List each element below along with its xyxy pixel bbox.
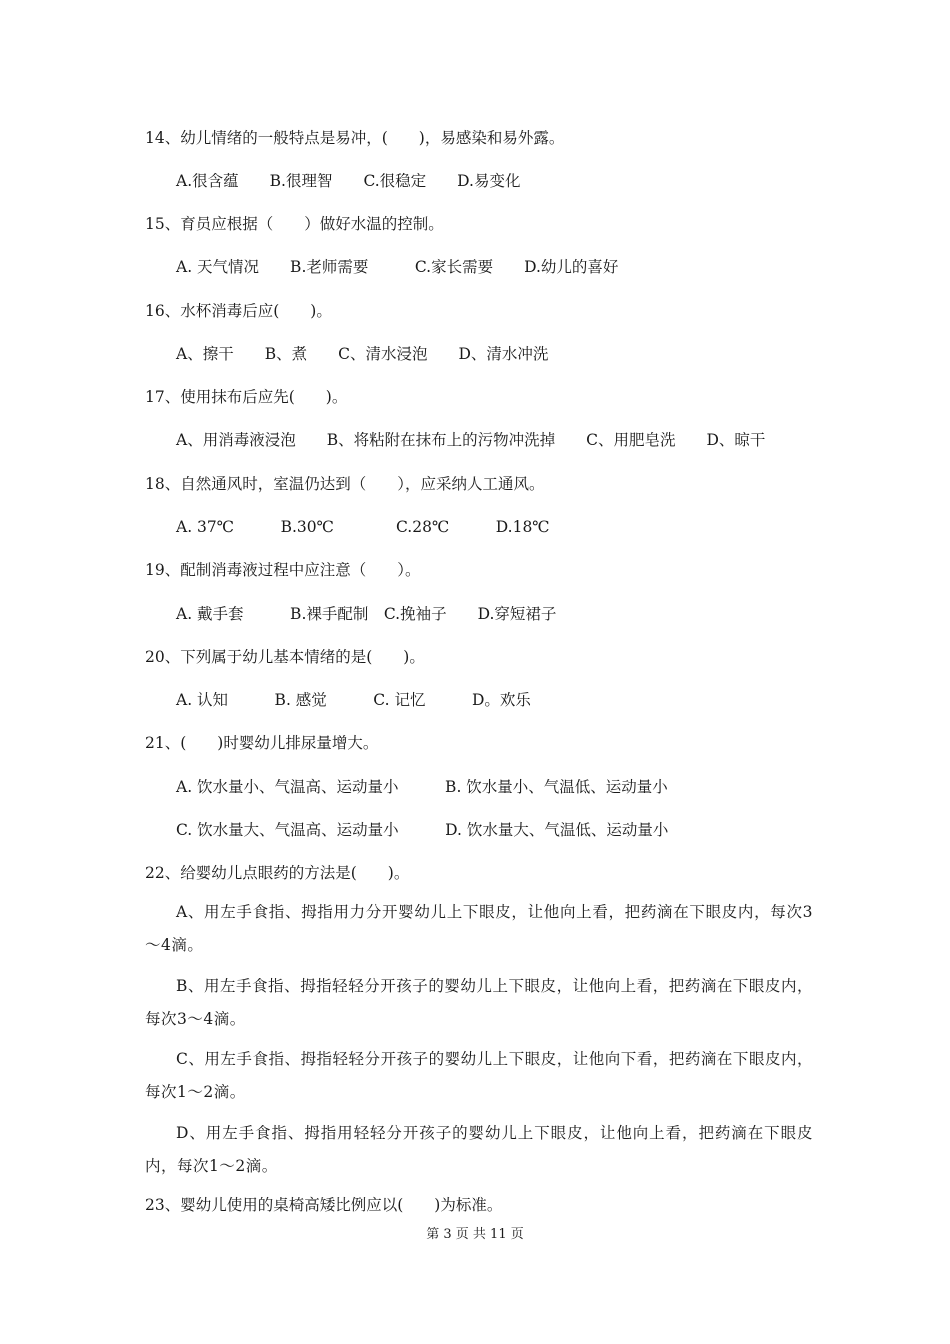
- question-16-stem: 16、水杯消毒后应( )。: [145, 302, 332, 320]
- question-18-stem: 18、自然通风时，室温仍达到（ ），应采纳人工通风。: [145, 475, 545, 493]
- question-15-options: A. 天气情况 B.老师需要 C.家长需要 D.幼儿的喜好: [176, 258, 619, 276]
- question-20-options: A. 认知 B. 感觉 C. 记忆 D。欢乐: [176, 691, 531, 709]
- page-footer: 第 3 页 共 11 页: [426, 1227, 524, 1242]
- question-17-stem: 17、使用抹布后应先( )。: [145, 388, 348, 406]
- question-22-stem: 22、给婴幼儿点眼药的方法是( )。: [145, 864, 410, 882]
- question-22-option-c: C、用左手食指、拇指轻轻分开孩子的婴幼儿上下眼皮，让他向下看，把药滴在下眼皮内，每次1～2滴。: [145, 1050, 813, 1101]
- question-17-options: A、用消毒液浸泡 B、将粘附在抹布上的污物冲洗掉 C、用肥皂洗 D、晾干: [176, 431, 766, 449]
- question-19-stem: 19、配制消毒液过程中应注意（ ）。: [145, 561, 421, 579]
- question-16-options: A、擦干 B、煮 C、清水浸泡 D、清水冲洗: [176, 345, 549, 363]
- question-22-option-a: A、用左手食指、拇指用力分开婴幼儿上下眼皮，让他向上看，把药滴在下眼皮内，每次3～4滴。: [145, 903, 813, 954]
- question-14-options: A.很含蕴 B.很理智 C.很稳定 D.易变化: [176, 172, 521, 190]
- question-22-option-b: B、用左手食指、拇指轻轻分开孩子的婴幼儿上下眼皮，让他向上看，把药滴在下眼皮内，每次3～4滴。: [145, 977, 813, 1028]
- question-20-stem: 20、下列属于幼儿基本情绪的是( )。: [145, 648, 425, 666]
- question-19-options: A. 戴手套 B.裸手配制 C.挽袖子 D.穿短裙子: [176, 605, 557, 623]
- question-18-options: A. 37℃ B.30℃ C.28℃ D.18℃: [176, 518, 550, 536]
- question-23-stem: 23、婴幼儿使用的桌椅高矮比例应以( )为标准。: [145, 1196, 503, 1214]
- question-22-option-d: D、用左手食指、拇指用轻轻分开孩子的婴幼儿上下眼皮，让他向上看，把药滴在下眼皮内，每次1～2滴。: [145, 1124, 813, 1175]
- question-21-options-line-1: A. 饮水量小、气温高、运动量小 B. 饮水量小、气温低、运动量小: [176, 778, 668, 796]
- question-21-options-line-2: C. 饮水量大、气温高、运动量小 D. 饮水量大、气温低、运动量小: [176, 821, 669, 839]
- question-21-stem: 21、( )时婴幼儿排尿量增大。: [145, 734, 379, 752]
- question-14-stem: 14、幼儿情绪的一般特点是易冲，( )，易感染和易外露。: [145, 129, 565, 147]
- question-15-stem: 15、育员应根据（ ）做好水温的控制。: [145, 215, 444, 233]
